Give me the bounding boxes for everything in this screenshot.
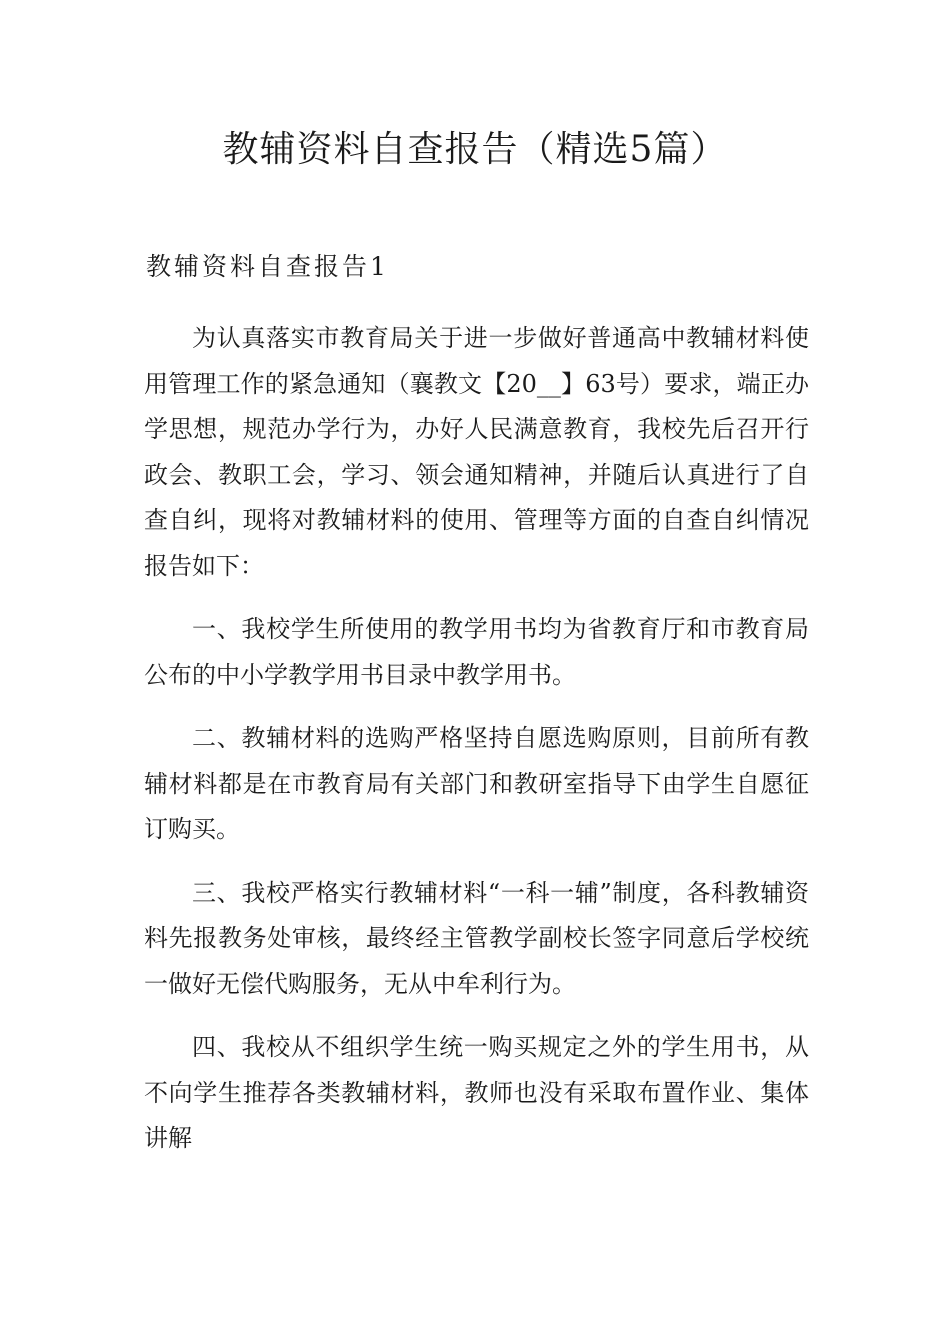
paragraph-item-1: 一、我校学生所使用的教学用书均为省教育厅和市教育局公布的中小学教学用书目录中教学用书。: [144, 615, 809, 689]
paragraph-item-4: 四、我校从不组织学生统一购买规定之外的学生用书，从不向学生推荐各类教辅材料，教师也没有采取布置作业、集体讲解: [144, 1033, 809, 1152]
document-body: [144, 316, 809, 1162]
paragraph-intro: 为认真落实市教育局关于进一步做好普通高中教辅材料使用管理工作的紧急通知（襄教文【20__】63号）要求，端正办学思想，规范办学行为，办好人民满意教育，我校先后召开行政会、教职工会，学习、领会通知精神，并随后认真进行了自查自纠，现将对教辅材料的使用、管理等方面的自查自纠情况报告如下：: [144, 324, 809, 580]
paragraph-item-2: 二、教辅材料的选购严格坚持自愿选购原则，目前所有教辅材料都是在市教育局有关部门和教研室指导下由学生自愿征订购买。: [144, 724, 809, 843]
paragraph-item-3: 三、我校严格实行教辅材料“一科一辅”制度，各科教辅资料先报教务处审核，最终经主管教学副校长签字同意后学校统一做好无偿代购服务，无从中牟利行为。: [144, 878, 809, 998]
document-title: 教辅资料自查报告（精选5篇）: [222, 129, 728, 170]
section-heading: 教辅资料自查报告1: [146, 252, 389, 281]
